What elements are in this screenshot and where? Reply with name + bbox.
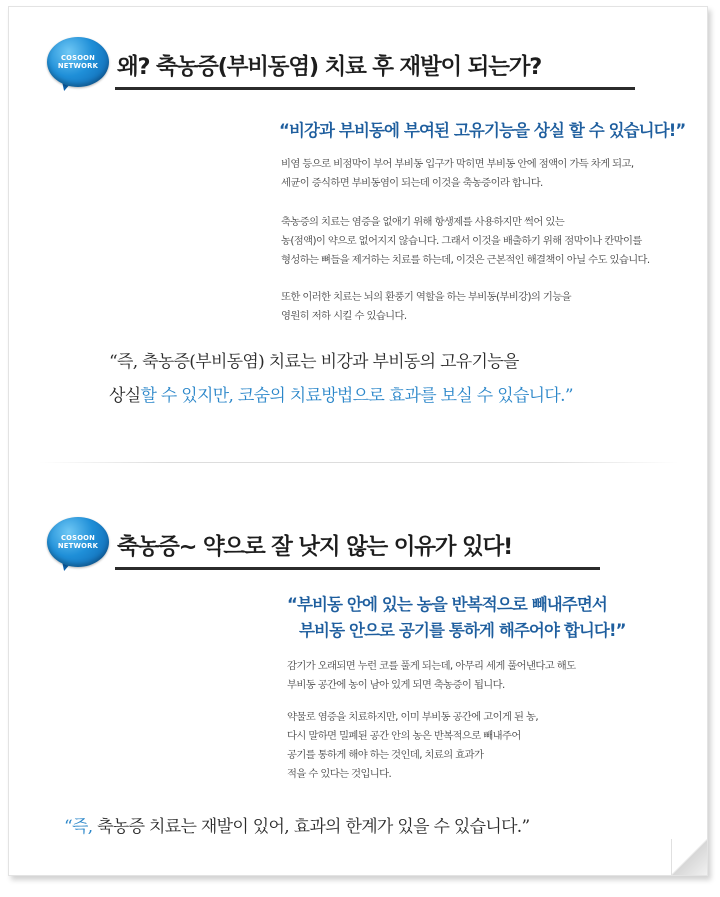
section-divider [39, 462, 679, 463]
paragraph-line: 감기가 오래되면 누런 코를 풀게 되는데, 아무리 세게 풀어낸다고 해도 [287, 660, 576, 672]
highlight-quote: “비강과 부비동에 부여된 고유기능을 상실 할 수 있습니다!” [279, 121, 686, 140]
logo-text-line2: NETWORK [57, 62, 99, 70]
cosoon-network-logo [47, 37, 109, 95]
logo-text-line1: COSOON [60, 534, 96, 542]
summary-quote [64, 810, 530, 844]
paragraph-line: 다시 말하면 밀폐된 공간 안의 농은 반복적으로 빼내주어 [287, 730, 521, 742]
section-medication-limit [9, 515, 709, 837]
cosoon-network-logo [47, 517, 109, 575]
paragraph-line: 부비동 공간에 농이 남아 있게 되면 축농증이 됩니다. [287, 679, 505, 691]
logo-text-line2: NETWORK [57, 542, 99, 550]
paragraph-2 [281, 213, 650, 270]
paragraph-line: 약물로 염증을 치료하지만, 이미 부비동 공간에 고이게 된 농, [287, 711, 539, 723]
title-underline [115, 87, 635, 90]
page-curl [671, 839, 707, 875]
summary-emphasis: 상실 [109, 386, 141, 406]
paragraph-line: 적을 수 있다는 것입니다. [287, 768, 392, 780]
paragraph-1 [287, 657, 575, 695]
section-heading-row [9, 35, 709, 95]
highlight-quote-line-1: “부비동 안에 있는 농을 반복적으로 빼내주면서 [287, 595, 607, 614]
summary-line-1: “즉, 축농증(부비동염) 치료는 비강과 부비동의 고유기능을 [109, 352, 519, 372]
summary-text: 축농증 치료는 재발이 있어, 효과의 한계가 있을 수 있습니다.” [97, 817, 530, 837]
summary-quote [109, 345, 573, 413]
paragraph-2 [287, 708, 538, 784]
paragraph-3 [281, 288, 571, 326]
paragraph-line: 영원히 저하 시킬 수 있습니다. [281, 310, 407, 322]
summary-line-2 [109, 379, 573, 413]
paragraph-line: 농(점액)이 약으로 없어지지 않습니다. 그래서 이것을 배출하기 위해 점막이나 칸막이를 [281, 235, 642, 247]
page-card [8, 6, 708, 876]
paragraph-line: 세균이 증식하면 부비동염이 되는데 이것을 축농증이라 합니다. [281, 177, 543, 189]
paragraph-1 [281, 155, 634, 193]
section-heading-row [9, 515, 709, 575]
section-title: 왜? 축농증(부비동염) 치료 후 재발이 되는가? [117, 54, 542, 80]
speech-bubble-icon [47, 37, 109, 87]
paragraph-line: 형성하는 뼈들을 제거하는 치료를 하는데, 이것은 근본적인 해결책이 아닐 수도 있습니다. [281, 254, 650, 266]
paragraph-line: 또한 이러한 치료는 뇌의 환풍기 역할을 하는 부비동(부비강)의 기능을 [281, 291, 571, 303]
section-relapse-reason [9, 35, 709, 406]
logo-text-line1: COSOON [60, 54, 96, 62]
paragraph-line: 축농증의 치료는 염증을 없애기 위해 항생제를 사용하지만 썩어 있는 [281, 216, 565, 228]
summary-highlight: 할 수 있지만, 코숨의 치료방법으로 효과를 보실 수 있습니다.” [140, 386, 573, 406]
title-underline [115, 567, 600, 570]
paragraph-line: 공기를 통하게 해야 하는 것인데, 치료의 효과가 [287, 749, 484, 761]
paragraph-line: 비염 등으로 비점막이 부어 부비동 입구가 막히면 부비동 안에 점액이 가득 차게 되고, [281, 158, 634, 170]
section-title: 축농증~ 약으로 잘 낫지 않는 이유가 있다! [117, 534, 513, 560]
summary-emphasis: “즉, [64, 817, 93, 837]
highlight-quote-line-2: 부비동 안으로 공기를 통하게 해주어야 합니다!” [299, 621, 626, 640]
speech-bubble-icon [47, 517, 109, 567]
